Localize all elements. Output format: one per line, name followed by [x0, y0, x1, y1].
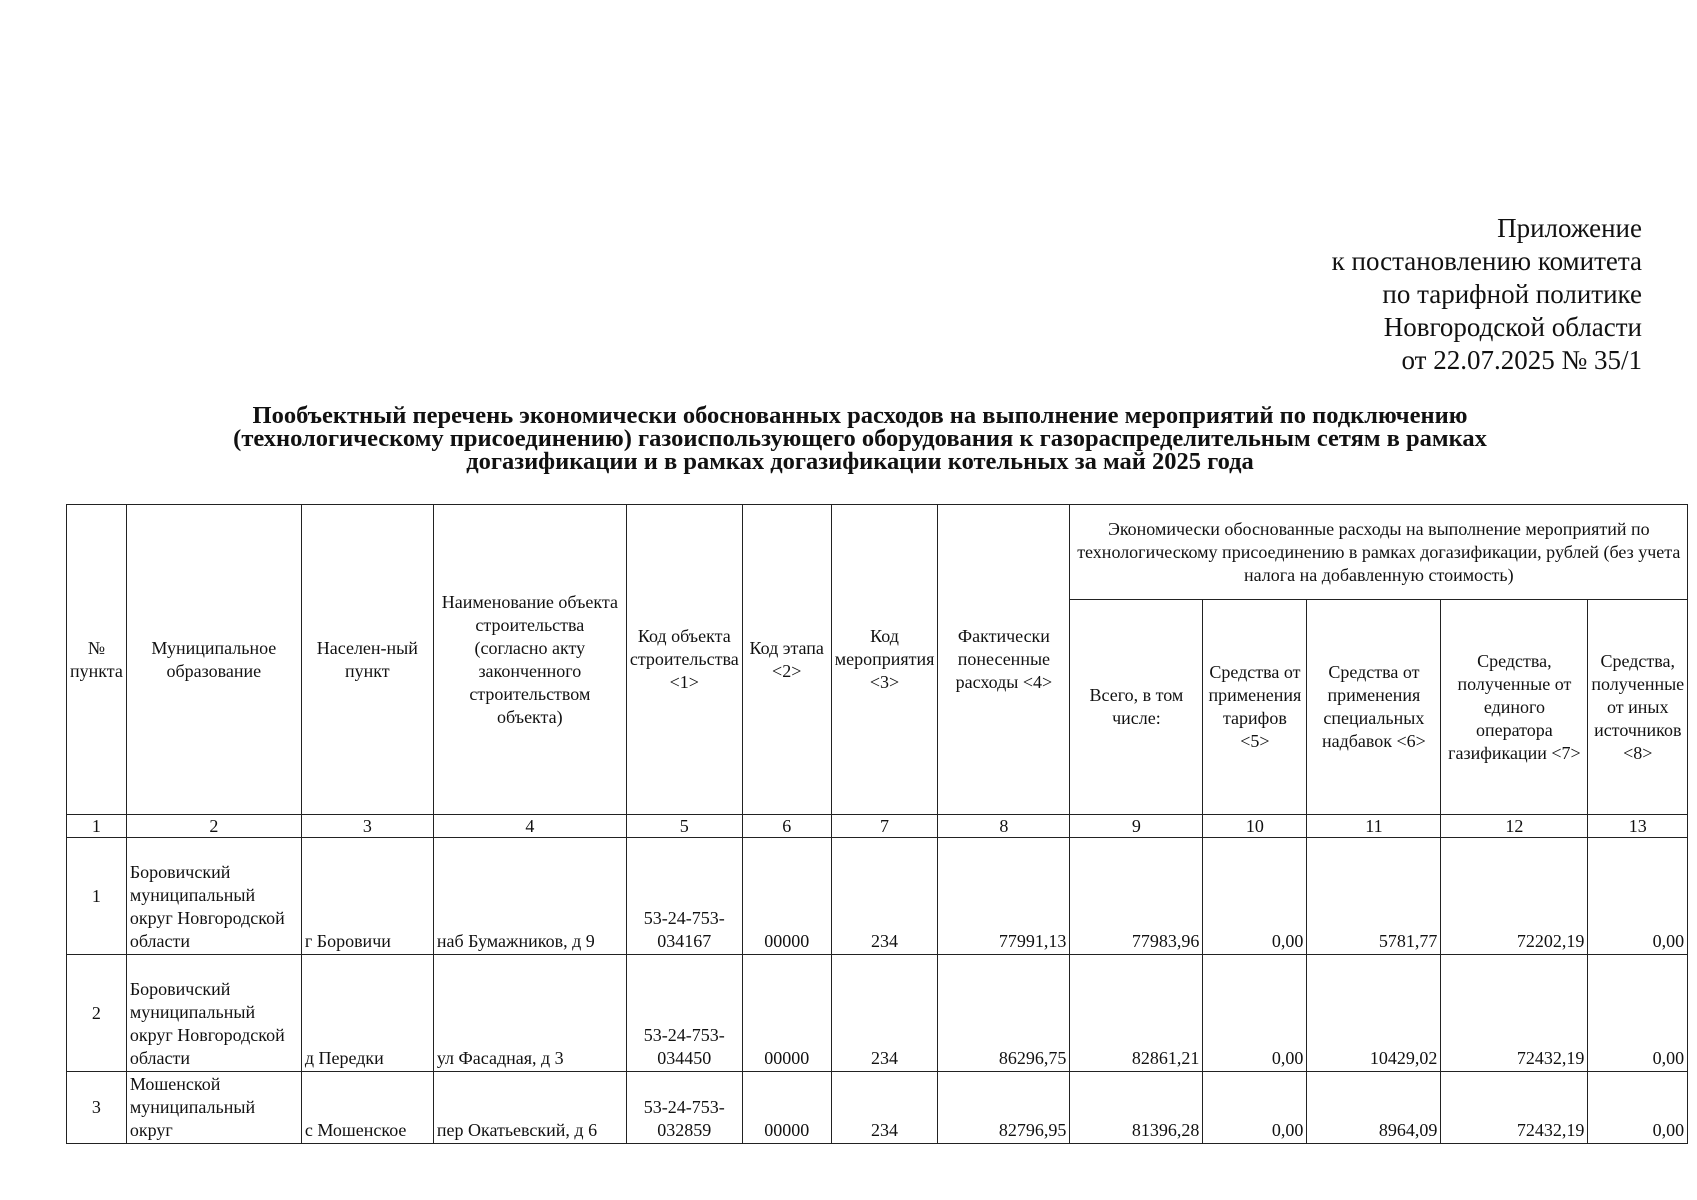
actual-expenses-cell: 77991,13 [938, 838, 1070, 955]
other-sources-cell: 0,00 [1588, 838, 1688, 955]
tariffs-cell: 0,00 [1203, 955, 1307, 1072]
column-number: 13 [1588, 815, 1688, 838]
actual-expenses-cell: 82796,95 [938, 1072, 1070, 1144]
title-line: Пообъектный перечень экономически обоснованных расходов на выполнение мероприятий по подключению [252, 402, 1468, 429]
header-col-1: № пункта [67, 505, 127, 815]
header-col-3: Населен-ный пункт [301, 505, 433, 815]
operator-cell: 72202,19 [1441, 838, 1588, 955]
municipality-cell: Боровичский муниципальный округ Новгородской области [126, 955, 301, 1072]
object-cell: ул Фасадная, д 3 [433, 955, 626, 1072]
header-col-5: Код объекта строительства <1> [626, 505, 742, 815]
object-cell: пер Окатьевский, д 6 [433, 1072, 626, 1144]
column-number: 12 [1441, 815, 1588, 838]
row-number: 3 [67, 1072, 127, 1144]
municipality-cell: Боровичский муниципальный округ Новгородской области [126, 838, 301, 955]
tariffs-cell: 0,00 [1203, 1072, 1307, 1144]
total-cell: 81396,28 [1070, 1072, 1203, 1144]
surcharges-cell: 10429,02 [1307, 955, 1441, 1072]
other-sources-cell: 0,00 [1588, 1072, 1688, 1144]
other-sources-cell: 0,00 [1588, 955, 1688, 1072]
expenses-table [66, 504, 1688, 1144]
header-col-2: Муниципальное образование [126, 505, 301, 815]
column-number: 3 [301, 815, 433, 838]
settlement-cell: с Мошенское [301, 1072, 433, 1144]
header-col-13: Средства, полученные от иных источников <8> [1588, 600, 1688, 815]
appendix-line: от 22.07.2025 № 35/1 [1401, 345, 1642, 375]
header-col-10: Средства от применения тарифов <5> [1203, 600, 1307, 815]
table-row [67, 838, 1688, 955]
table-row [67, 1072, 1688, 1144]
appendix-line: к постановлению комитета [1331, 246, 1642, 276]
event-code-cell: 234 [831, 838, 938, 955]
header-col-12: Средства, полученные от единого оператора газификации <7> [1441, 600, 1588, 815]
title-line: догазификации и в рамках догазификации котельных за май 2025 года [466, 448, 1254, 475]
municipality-cell: Мошенской муниципальный округ [126, 1072, 301, 1144]
column-number: 5 [626, 815, 742, 838]
event-code-cell: 234 [831, 1072, 938, 1144]
object-cell: наб Бумажников, д 9 [433, 838, 626, 955]
row-number: 1 [67, 838, 127, 955]
document-title [95, 404, 1625, 473]
object-code-cell: 53-24-753-034167 [626, 838, 742, 955]
column-number: 11 [1307, 815, 1441, 838]
object-code-cell: 53-24-753-032859 [626, 1072, 742, 1144]
header-col-8: Фактически понесенные расходы <4> [938, 505, 1070, 815]
settlement-cell: г Боровичи [301, 838, 433, 955]
appendix-block [1332, 212, 1642, 377]
header-col-11: Средства от применения специальных надбавок <6> [1307, 600, 1441, 815]
operator-cell: 72432,19 [1441, 1072, 1588, 1144]
header-col-9: Всего, в том числе: [1070, 600, 1203, 815]
header-group: Экономически обоснованные расходы на выполнение мероприятий по технологическому присоединению в рамках догазификации, рублей (без учета налога на добавленную стоимость) [1070, 505, 1688, 600]
appendix-line: Приложение [1497, 213, 1642, 243]
surcharges-cell: 5781,77 [1307, 838, 1441, 955]
stage-code-cell: 00000 [742, 1072, 831, 1144]
column-number: 7 [831, 815, 938, 838]
stage-code-cell: 00000 [742, 955, 831, 1072]
stage-code-cell: 00000 [742, 838, 831, 955]
total-cell: 77983,96 [1070, 838, 1203, 955]
operator-cell: 72432,19 [1441, 955, 1588, 1072]
appendix-line: по тарифной политике [1382, 279, 1642, 309]
appendix-line: Новгородской области [1383, 312, 1642, 342]
column-number-row [67, 815, 1688, 838]
column-number: 4 [433, 815, 626, 838]
header-row-top [67, 505, 1688, 600]
header-col-7: Код мероприятия <3> [831, 505, 938, 815]
column-number: 6 [742, 815, 831, 838]
object-code-cell: 53-24-753-034450 [626, 955, 742, 1072]
row-number: 2 [67, 955, 127, 1072]
tariffs-cell: 0,00 [1203, 838, 1307, 955]
column-number: 8 [938, 815, 1070, 838]
column-number: 2 [126, 815, 301, 838]
header-col-4: Наименование объекта строительства (согласно акту законченного строительством объекта) [433, 505, 626, 815]
column-number: 10 [1203, 815, 1307, 838]
surcharges-cell: 8964,09 [1307, 1072, 1441, 1144]
header-col-6: Код этапа <2> [742, 505, 831, 815]
settlement-cell: д Передки [301, 955, 433, 1072]
column-number: 9 [1070, 815, 1203, 838]
column-number: 1 [67, 815, 127, 838]
title-line: (технологическому присоединению) газоиспользующего оборудования к газораспределительным сетям в рамках [233, 425, 1487, 452]
event-code-cell: 234 [831, 955, 938, 1072]
actual-expenses-cell: 86296,75 [938, 955, 1070, 1072]
table-row [67, 955, 1688, 1072]
total-cell: 82861,21 [1070, 955, 1203, 1072]
